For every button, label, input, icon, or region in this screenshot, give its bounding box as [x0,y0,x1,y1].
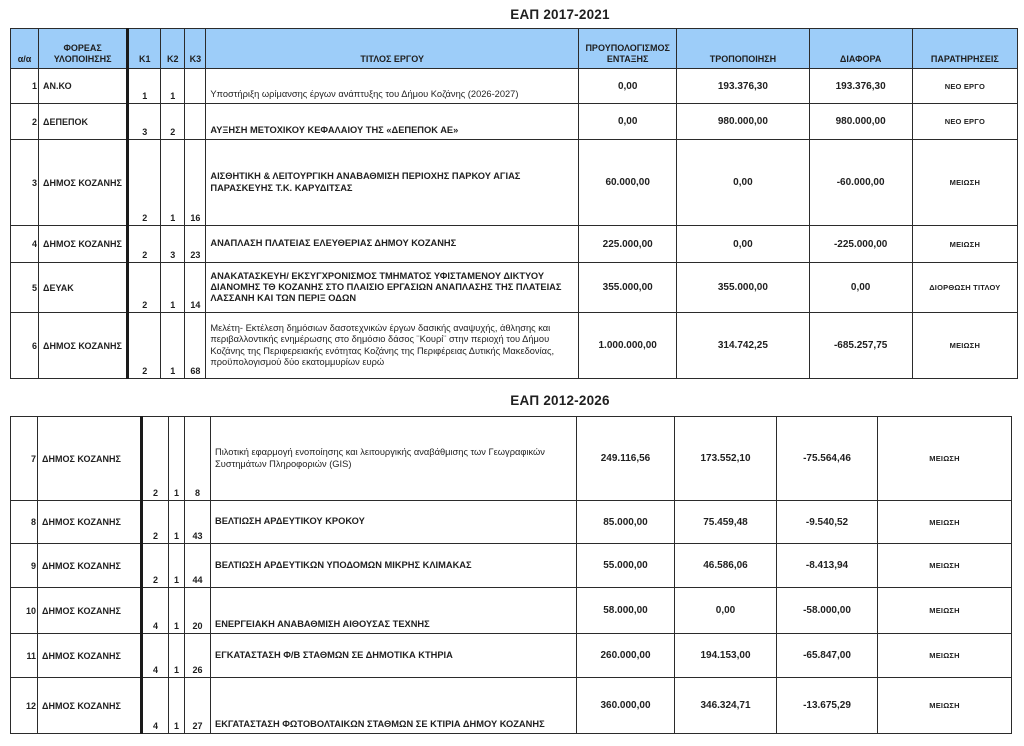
project-title: ΑΙΣΘΗΤΙΚΗ & ΛΕΙΤΟΥΡΓΙΚΗ ΑΝΑΒΑΘΜΙΣΗ ΠΕΡΙΟΧΗΣ ΠΑΡΚΟΥ ΑΓΙΑΣ ΠΑΡΑΣΚΕΥΗΣ Τ.Κ. ΚΑΡΥΔΙΤΣΑΣ [206,140,579,226]
k1-value: 2 [128,226,161,263]
project-title: Υποστήριξη ωρίμανσης έργων ανάπτυξης του Δήμου Κοζάνης (2026-2027) [206,69,579,104]
budget-value: 260.000,00 [577,634,675,678]
difference-value: -75.564,46 [777,417,878,501]
remark-value: ΜΕΙΩΣΗ [912,313,1017,379]
modification-value: 355.000,00 [677,263,809,313]
budget-value: 225.000,00 [579,226,677,263]
remark-value: ΜΕΙΩΣΗ [912,140,1017,226]
remark-value: ΜΕΙΩΣΗ [878,588,1012,634]
budget-value: 360.000,00 [577,678,675,734]
difference-value: 980.000,00 [809,104,912,140]
col-header-modification: ΤΡΟΠΟΠΟΙΗΣΗ [677,29,809,69]
project-title: ΕΚΓΑΤΑΣΤΑΣΗ ΦΩΤΟΒΟΛΤΑΙΚΩΝ ΣΤΑΘΜΩΝ ΣΕ ΚΤΙΡΙΑ ΔΗΜΟΥ ΚΟΖΑΝΗΣ [211,678,577,734]
remark-value: ΜΕΙΩΣΗ [878,417,1012,501]
col-header-difference: ΔΙΑΦΟΡΑ [809,29,912,69]
k2-value: 1 [169,417,185,501]
table-row [11,140,1018,226]
modification-value: 0,00 [677,140,809,226]
modification-value: 173.552,10 [675,417,777,501]
row-number: 6 [11,313,39,379]
difference-value: 193.376,30 [809,69,912,104]
row-number: 7 [11,417,38,501]
difference-value: -13.675,29 [777,678,878,734]
table-row [11,69,1018,104]
k2-value: 1 [169,634,185,678]
table-row [11,226,1018,263]
remark-value: ΜΕΙΩΣΗ [912,226,1017,263]
col-header-aa: α/α [11,29,39,69]
modification-value: 46.586,06 [675,544,777,588]
implementing-body: ΔΗΜΟΣ ΚΟΖΑΝΗΣ [39,140,128,226]
modification-value: 194.153,00 [675,634,777,678]
modification-value: 0,00 [677,226,809,263]
remark-value: ΜΕΙΩΣΗ [878,678,1012,734]
difference-value: -60.000,00 [809,140,912,226]
k3-value: 8 [185,417,211,501]
row-number: 4 [11,226,39,263]
implementing-body: ΔΗΜΟΣ ΚΟΖΑΝΗΣ [38,501,142,544]
k2-value: 2 [161,104,185,140]
k1-value: 2 [128,263,161,313]
table-row [11,634,1012,678]
col-header-remarks: ΠΑΡΑΤΗΡΗΣΕΙΣ [912,29,1017,69]
eap-2017-2021-table [10,28,1018,379]
k3-value: 16 [185,140,206,226]
implementing-body: ΔΗΜΟΣ ΚΟΖΑΝΗΣ [38,417,142,501]
implementing-body: ΔΕΠΕΠΟΚ [39,104,128,140]
budget-value: 249.116,56 [577,417,675,501]
row-number: 10 [11,588,38,634]
header-row [11,29,1018,69]
k1-value: 2 [128,140,161,226]
table-row [11,104,1018,140]
difference-value: -225.000,00 [809,226,912,263]
k3-value: 20 [185,588,211,634]
difference-value: 0,00 [809,263,912,313]
k3-value: 26 [185,634,211,678]
k1-value: 4 [142,588,169,634]
project-title: ΕΓΚΑΤΑΣΤΑΣΗ Φ/Β ΣΤΑΘΜΩΝ ΣΕ ΔΗΜΟΤΙΚΑ ΚΤΗΡΙΑ [211,634,577,678]
k3-value [185,69,206,104]
implementing-body: ΔΗΜΟΣ ΚΟΖΑΝΗΣ [38,544,142,588]
section-title-eap-2012-2026: ΕΑΠ 2012-2026 [510,393,610,408]
k2-value: 3 [161,226,185,263]
table-row [11,678,1012,734]
modification-value: 75.459,48 [675,501,777,544]
project-title: ΕΝΕΡΓΕΙΑΚΗ ΑΝΑΒΑΘΜΙΣΗ ΑΙΘΟΥΣΑΣ ΤΕΧΝΗΣ [211,588,577,634]
project-title: Μελέτη- Εκτέλεση δημόσιων δασοτεχνικών έργων δασικής αναψυχής, άθλησης και περιβαλλοντικής ενημέρωσης στο δημόσιο δάσος ¨Κουρί¨ στην περιοχή του Δήμου Κοζάνης της Περιφερειακής ενότητας Κοζάνης της Περιφέρειας Δυτικής Μακεδονίας, προϋπολογισμού δύο εκατομμυρίων ευρώ [206,313,579,379]
table-row [11,588,1012,634]
k2-value: 1 [169,544,185,588]
k3-value: 27 [185,678,211,734]
k1-value: 2 [142,417,169,501]
k3-value [185,104,206,140]
row-number: 9 [11,544,38,588]
remark-value: ΜΕΙΩΣΗ [878,544,1012,588]
table-row [11,263,1018,313]
k1-value: 4 [142,678,169,734]
col-header-k2: Κ2 [161,29,185,69]
col-header-project-title: ΤΙΤΛΟΣ ΕΡΓΟΥ [206,29,579,69]
row-number: 12 [11,678,38,734]
row-number: 11 [11,634,38,678]
budget-value: 0,00 [579,69,677,104]
project-title: ΒΕΛΤΙΩΣΗ ΑΡΔΕΥΤΙΚΩΝ ΥΠΟΔΟΜΩΝ ΜΙΚΡΗΣ ΚΛΙΜΑΚΑΣ [211,544,577,588]
k1-value: 3 [128,104,161,140]
implementing-body: ΔΗΜΟΣ ΚΟΖΑΝΗΣ [38,634,142,678]
col-header-k1: Κ1 [128,29,161,69]
difference-value: -9.540,52 [777,501,878,544]
remark-value: ΝΕΟ ΕΡΓΟ [912,104,1017,140]
budget-value: 1.000.000,00 [579,313,677,379]
project-title: Πιλοτική εφαρμογή ενοποίησης και λειτουργικής αναβάθμισης των Γεωγραφικών Συστημάτων Πληροφοριών (GIS) [211,417,577,501]
project-title: ΑΥΞΗΣΗ ΜΕΤΟΧΙΚΟΥ ΚΕΦΑΛΑΙΟΥ ΤΗΣ «ΔΕΠΕΠΟΚ ΑΕ» [206,104,579,140]
project-title: ΒΕΛΤΙΩΣΗ ΑΡΔΕΥΤΙΚΟΥ ΚΡΟΚΟΥ [211,501,577,544]
k1-value: 4 [142,634,169,678]
col-header-budget: ΠΡΟΥΠΟΛΟΓΙΣΜΟΣ ΕΝΤΑΞΗΣ [579,29,677,69]
k2-value: 1 [169,501,185,544]
budget-value: 60.000,00 [579,140,677,226]
project-title: ΑΝΑΚΑΤΑΣΚΕΥΗ/ ΕΚΣΥΓΧΡΟΝΙΣΜΟΣ ΤΜΗΜΑΤΟΣ ΥΦΙΣΤΑΜΕΝΟΥ ΔΙΚΤΥΟΥ ΔΙΑΝΟΜΗΣ ΤΘ ΚΟΖΑΝΗΣ ΣΤΟ ΠΛΑΙΣΙΟ ΕΡΓΑΣΙΩΝ ΑΝΑΠΛΑΣΗΣ ΤΗΣ ΠΛΑΤΕΙΑΣ ΛΑΣΣΑΝΗ ΚΑΙ ΤΩΝ ΠΕΡΙΞ ΟΔΩΝ [206,263,579,313]
k1-value: 2 [142,501,169,544]
col-header-k3: Κ3 [185,29,206,69]
k1-value: 1 [128,69,161,104]
table-header [11,29,1018,69]
table-row [11,544,1012,588]
row-number: 8 [11,501,38,544]
modification-value: 346.324,71 [675,678,777,734]
difference-value: -65.847,00 [777,634,878,678]
k2-value: 1 [161,69,185,104]
k1-value: 2 [128,313,161,379]
difference-value: -58.000,00 [777,588,878,634]
section-title-eap-2017-2021: ΕΑΠ 2017-2021 [510,7,610,22]
implementing-body: ΔΗΜΟΣ ΚΟΖΑΝΗΣ [39,226,128,263]
budget-value: 355.000,00 [579,263,677,313]
modification-value: 980.000,00 [677,104,809,140]
k1-value: 2 [142,544,169,588]
difference-value: -685.257,75 [809,313,912,379]
row-number: 5 [11,263,39,313]
k3-value: 43 [185,501,211,544]
k2-value: 1 [169,678,185,734]
implementing-body: ΔΗΜΟΣ ΚΟΖΑΝΗΣ [39,313,128,379]
remark-value: ΜΕΙΩΣΗ [878,634,1012,678]
row-number: 1 [11,69,39,104]
row-number: 3 [11,140,39,226]
implementing-body: ΔΕΥΑΚ [39,263,128,313]
budget-value: 85.000,00 [577,501,675,544]
difference-value: -8.413,94 [777,544,878,588]
modification-value: 193.376,30 [677,69,809,104]
budget-value: 58.000,00 [577,588,675,634]
project-title: ΑΝΑΠΛΑΣΗ ΠΛΑΤΕΙΑΣ ΕΛΕΥΘΕΡΙΑΣ ΔΗΜΟΥ ΚΟΖΑΝΗΣ [206,226,579,263]
k3-value: 68 [185,313,206,379]
table-row [11,417,1012,501]
implementing-body: ΑΝ.ΚΟ [39,69,128,104]
eap-2012-2026-table [10,416,1012,734]
implementing-body: ΔΗΜΟΣ ΚΟΖΑΝΗΣ [38,588,142,634]
k3-value: 44 [185,544,211,588]
k2-value: 1 [161,313,185,379]
remark-value: ΜΕΙΩΣΗ [878,501,1012,544]
modification-value: 0,00 [675,588,777,634]
col-header-implementing-body: ΦΟΡΕΑΣ ΥΛΟΠΟΙΗΣΗΣ [39,29,128,69]
table-row [11,501,1012,544]
k2-value: 1 [161,263,185,313]
row-number: 2 [11,104,39,140]
k2-value: 1 [161,140,185,226]
remark-value: ΝΕΟ ΕΡΓΟ [912,69,1017,104]
implementing-body: ΔΗΜΟΣ ΚΟΖΑΝΗΣ [38,678,142,734]
k2-value: 1 [169,588,185,634]
k3-value: 14 [185,263,206,313]
modification-value: 314.742,25 [677,313,809,379]
table-row [11,313,1018,379]
budget-value: 55.000,00 [577,544,675,588]
k3-value: 23 [185,226,206,263]
remark-value: ΔΙΟΡΘΩΣΗ ΤΙΤΛΟΥ [912,263,1017,313]
budget-value: 0,00 [579,104,677,140]
